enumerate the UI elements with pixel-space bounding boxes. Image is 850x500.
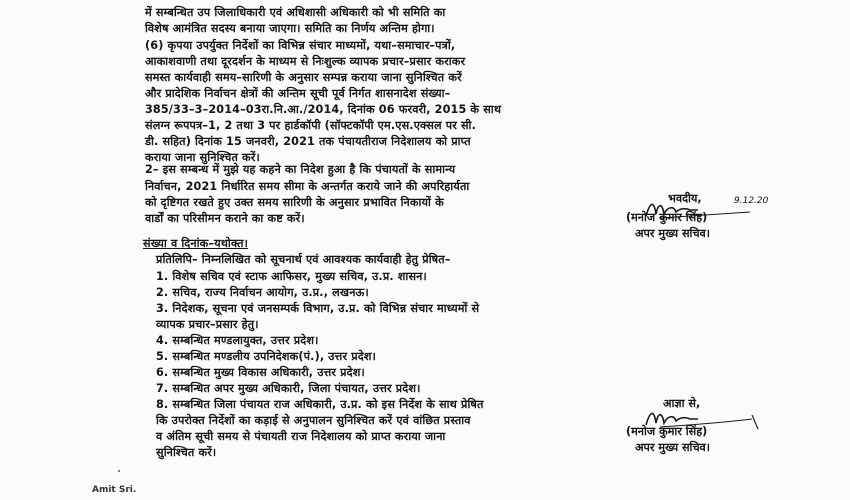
copy-item-8: 8. सम्बन्धित जिला पंचायत राज अधिकारी, उ.प्र. को इस निर्देश के साथ प्रेषित	[156, 398, 484, 411]
closing-text: भवदीय,	[668, 192, 702, 205]
order-text: आज्ञा से,	[663, 397, 701, 410]
body-line-2: विशेष आमंत्रित सदस्य बनाया जाएगा। समिति का निर्णय अन्तिम होगा।	[145, 22, 435, 35]
signatory-designation-1: अपर मुख्य सचिव।	[635, 227, 711, 240]
body-line-13: को दृष्टिगत रखते हुए उक्त समय सारिणी के अनुसार प्रभावित निकायों के	[145, 196, 444, 209]
body-line-7: 385/33–3–2014–03रा.नि.आ./2014, दिनांक 06 फरवरी, 2015 के साथ	[145, 103, 502, 116]
copy-item-8b: कि उपरोक्त निर्देशों का कड़ाई से अनुपालन सुनिश्चित करें एवं वांछित प्रस्ताव	[156, 414, 471, 427]
copy-item-8d: सुनिश्चित करें।	[156, 446, 217, 459]
signature-date: 9.12.20	[734, 196, 769, 206]
signatory-name-1: (मनोज कुमार सिंह)	[626, 211, 708, 224]
signatory-designation-2: अपर मुख्य सचिव।	[635, 441, 711, 454]
copy-item-5: 5. सम्बन्धित मण्डलीय उपनिदेशक(पं.), उत्तर प्रदेश।	[156, 350, 376, 363]
copy-item-2: 2. सचिव, राज्य निर्वाचन आयोग, उ.प्र., लखनऊ।	[156, 286, 369, 299]
body-line-12: निर्वाचन, 2021 निर्धारित समय सीमा के अन्तर्गत कराये जाने की अपरिहार्यता	[145, 180, 470, 193]
copy-intro: प्रतिलिपि– निम्नलिखित को सूचनार्थ एवं आवश्यक कार्यवाही हेतु प्रेषित–	[156, 253, 451, 266]
copy-item-8c: व अंतिम सूची समय से पंचायती राज निदेशालय को प्राप्त कराया जाना	[156, 430, 446, 443]
copy-item-3: 3. निदेशक, सूचना एवं जनसम्पर्क विभाग, उ.प्र. को विभिन्न संचार माध्यमों से	[156, 302, 480, 315]
body-line-14: वार्डों का परिसीमन कराने का कष्ट करें।	[145, 212, 305, 225]
copy-item-7: 7. सम्बन्धित अपर मुख्य अधिकारी, जिला पंचायत, उत्तर प्रदेश।	[156, 382, 421, 395]
body-line-5: समस्त कार्यवाही समय–सारिणी के अनुसार सम्पन्न कराया जाना सुनिश्चित करें	[145, 71, 462, 84]
body-line-10: कराया जाना सुनिश्चित करें।	[145, 151, 260, 164]
copy-item-1: 1. विशेष सचिव एवं स्टाफ आफिसर, मुख्य सचिव, उ.प्र. शासन।	[156, 270, 427, 283]
reference-heading: संख्या व दिनांक–यथोक्त।	[143, 237, 249, 250]
body-line-9: डी. सहित) दिनांक 15 जनवरी, 2021 तक पंचायतीराज निदेशालय को प्राप्त	[145, 135, 471, 148]
body-line-4: आकाशवाणी तथा दूरदर्शन के माध्यम से निःशुल्क व्यापक प्रचार–प्रसार कराकर	[145, 55, 466, 68]
copy-item-6: 6. सम्बन्धित मुख्य विकास अधिकारी, उत्तर प्रदेश।	[156, 366, 365, 379]
copy-item-4: 4. सम्बन्धित मण्डलायुक्त, उत्तर प्रदेश।	[156, 334, 319, 347]
signatory-name-2: (मनोज कुमार सिंह)	[626, 425, 708, 438]
body-line-6: और प्रादेशिक निर्वाचन क्षेत्रों की अन्तिम सूची पूर्व निर्गत शासनादेश संख्या–	[145, 87, 451, 100]
body-line-11: 2– इस सम्बन्ध में मुझे यह कहने का निदेश हुआ है कि पंचायतों के सामान्य	[145, 163, 456, 176]
scan-speck	[118, 470, 120, 472]
body-line-3: (6) कृपया उपर्युक्त निर्देशों का विभिन्न संचार माध्यमों, यथा–समाचार–पत्रों,	[145, 39, 456, 52]
copy-item-3b: व्यापक प्रचार–प्रसार हेतु।	[156, 318, 259, 331]
body-line-1: में सम्बन्धित उप जिलाधिकारी एवं अधिशासी अधिकारी को भी समिति का	[145, 6, 446, 19]
footer-watermark: Amit Sri.	[92, 485, 137, 495]
body-line-8: संलग्न रूपपत्र–1, 2 तथा 3 पर हार्डकॉपी (सॉफ्टकॉपी एम.एस.एक्सल पर सी.	[145, 119, 477, 132]
